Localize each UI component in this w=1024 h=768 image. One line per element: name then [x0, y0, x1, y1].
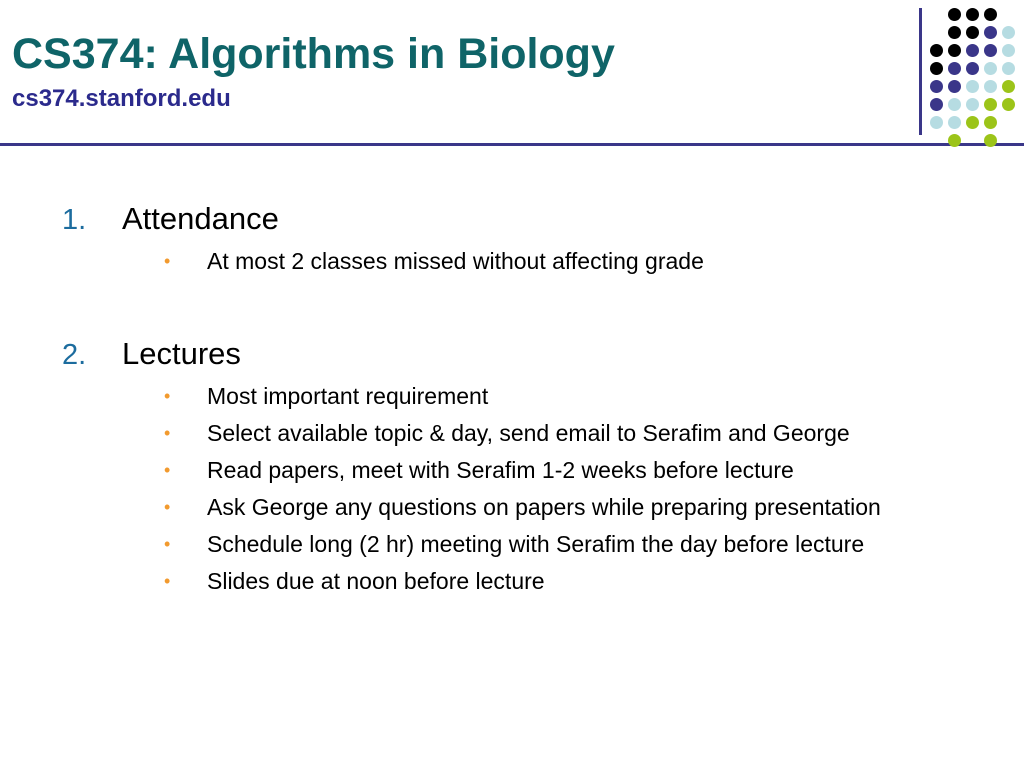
list-item: Most important requirement — [207, 383, 489, 409]
list-item: Read papers, meet with Serafim 1-2 weeks before lecture — [207, 457, 794, 483]
bullet-icon: • — [164, 571, 171, 591]
list-item: Select available topic & day, send email to Serafim and George — [207, 420, 850, 446]
bullet-icon: • — [164, 460, 171, 480]
list-item: Ask George any questions on papers while preparing presentation — [207, 494, 881, 520]
section-heading-lectures: Lectures — [122, 336, 241, 371]
slide-title: CS374: Algorithms in Biology — [12, 30, 615, 78]
bullet-icon: • — [164, 386, 171, 406]
bullet-icon: • — [164, 423, 171, 443]
section-number: 2. — [62, 339, 87, 371]
section-heading-attendance: Attendance — [122, 201, 279, 236]
list-item: At most 2 classes missed without affecting grade — [207, 248, 704, 274]
list-item: Schedule long (2 hr) meeting with Serafim the day before lecture — [207, 531, 865, 557]
section-number: 1. — [62, 204, 87, 236]
list-item: Slides due at noon before lecture — [207, 568, 545, 594]
bullet-icon: • — [164, 497, 171, 517]
bullet-icon: • — [164, 251, 171, 271]
bullet-icon: • — [164, 534, 171, 554]
slide-subtitle: cs374.stanford.edu — [12, 85, 231, 112]
